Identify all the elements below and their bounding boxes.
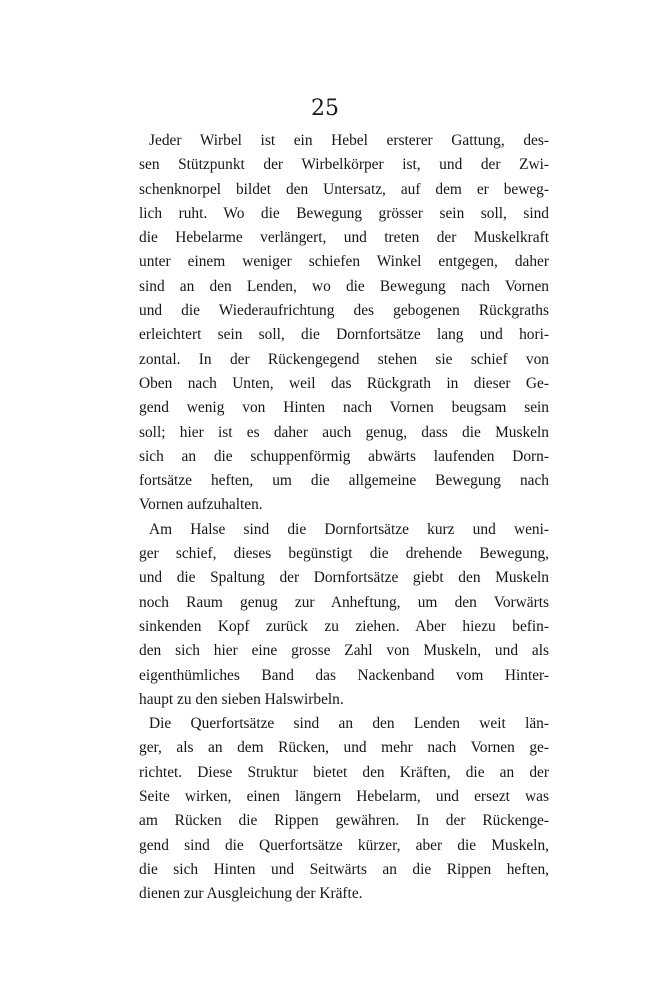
text-line: gend sind die Querfortsätze kürzer, aber die Muskeln, xyxy=(139,836,549,854)
text-line: ger, als an dem Rücken, und mehr nach Vornen ge- xyxy=(139,739,549,757)
paragraph-3 xyxy=(139,712,549,906)
text-line: Am Halse sind die Dornfortsätze kurz und weni- xyxy=(149,520,549,538)
text-line: den sich hier eine grosse Zahl von Muskeln, und als xyxy=(139,642,549,660)
text-line: haupt zu den sieben Halswirbeln. xyxy=(139,690,344,708)
text-line: schenknorpel bildet den Untersatz, auf dem er beweg- xyxy=(139,180,549,198)
text-line: sen Stützpunkt der Wirbelkörper ist, und der Zwi- xyxy=(139,156,549,174)
text-line: am Rücken die Rippen gewähren. In der Rückenge- xyxy=(139,812,549,830)
text-line: sich an die schuppenförmig abwärts laufenden Dorn- xyxy=(139,447,549,465)
text-line: unter einem weniger schiefen Winkel entgegen, daher xyxy=(139,253,549,271)
text-line: fortsätze heften, um die allgemeine Bewegung nach xyxy=(139,472,549,490)
text-line: Die Querfortsätze sind an den Lenden weit län- xyxy=(149,715,549,733)
text-line: richtet. Diese Struktur bietet den Kräften, die an der xyxy=(139,763,549,781)
text-line: soll; hier ist es daher auch genug, dass die Muskeln xyxy=(139,423,549,441)
text-line: sinkenden Kopf zurück zu ziehen. Aber hiezu befin- xyxy=(139,617,549,635)
text-line: gend wenig von Hinten nach Vornen beugsam sein xyxy=(139,399,549,417)
text-line: Vornen aufzuhalten. xyxy=(139,496,263,514)
text-line: die Hebelarme verlängert, und treten der Muskelkraft xyxy=(139,229,549,247)
text-line: Seite wirken, einen längern Hebelarm, und ersezt was xyxy=(139,788,549,806)
body-text xyxy=(139,129,549,907)
text-line: zontal. In der Rückengegend stehen sie schief von xyxy=(139,350,549,368)
text-line: Oben nach Unten, weil das Rückgrath in dieser Ge- xyxy=(139,374,549,392)
text-line: noch Raum genug zur Anheftung, um den Vorwärts xyxy=(139,593,549,611)
text-line: Jeder Wirbel ist ein Hebel ersterer Gattung, des- xyxy=(149,132,549,149)
text-line: sind an den Lenden, wo die Bewegung nach Vornen xyxy=(139,277,549,295)
text-line: erleichtert sein soll, die Dornfortsätze lang und hori- xyxy=(139,326,549,344)
text-line: dienen zur Ausgleichung der Kräfte. xyxy=(139,885,363,903)
text-line: eigenthümliches Band das Nackenband vom Hinter- xyxy=(139,666,549,684)
text-line: die sich Hinten und Seitwärts an die Rippen heften, xyxy=(139,860,549,878)
text-line: und die Wiederaufrichtung des gebogenen Rückgraths xyxy=(139,302,549,320)
paragraph-2 xyxy=(139,518,549,712)
page-number: 25 xyxy=(311,96,339,121)
text-line: und die Spaltung der Dornfortsätze giebt den Muskeln xyxy=(139,569,549,587)
paragraph-1 xyxy=(139,129,549,518)
text-line: ger schief, dieses begünstigt die drehende Bewegung, xyxy=(139,545,549,563)
text-line: lich ruht. Wo die Bewegung grösser sein soll, sind xyxy=(139,204,549,222)
